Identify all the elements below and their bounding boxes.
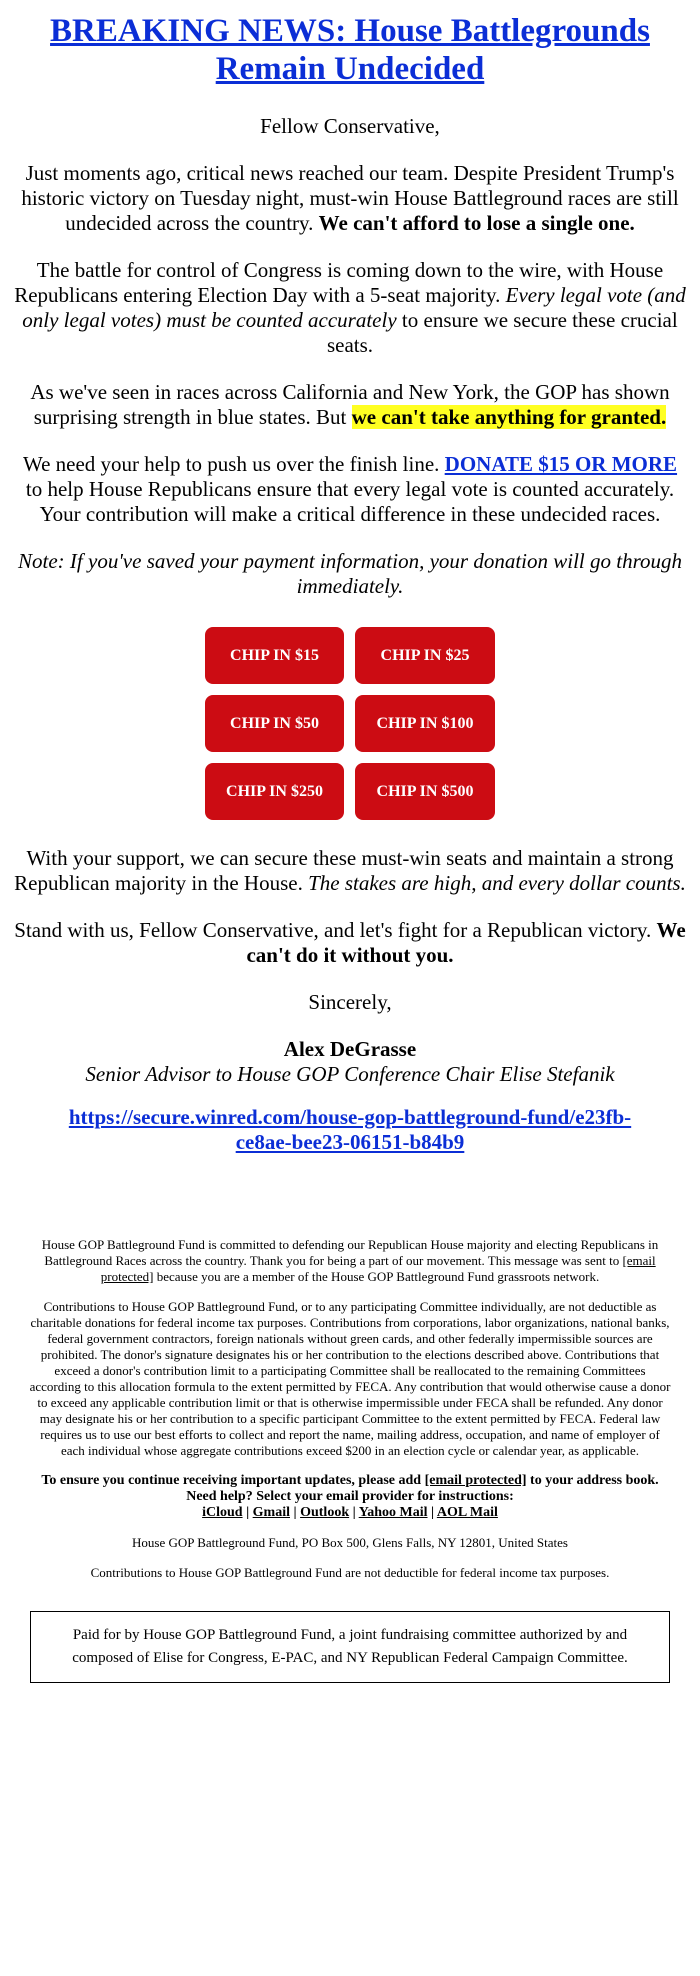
p6-text: Stand with us, Fellow Conservative, and let's fight for a Republican victory. bbox=[14, 918, 657, 942]
outlook-link[interactable]: Outlook bbox=[300, 1505, 350, 1520]
p5-italic: The stakes are high, and every dollar counts. bbox=[308, 871, 686, 895]
donation-url bbox=[14, 1105, 686, 1155]
p2-end: to ensure we secure these crucial seats. bbox=[326, 308, 678, 357]
chip-in-15-button[interactable]: CHIP IN $15 bbox=[205, 627, 344, 684]
note-text: Note: If you've saved your payment information, your donation will go through immediately. bbox=[18, 549, 682, 598]
headline bbox=[14, 12, 686, 88]
footer-text: to your address book. Need help? Select your email provider for instructions: bbox=[186, 1473, 659, 1504]
greeting: Fellow Conservative, bbox=[260, 114, 440, 138]
closing: Sincerely, bbox=[308, 990, 392, 1014]
paragraph-2 bbox=[14, 258, 686, 358]
paragraph-4 bbox=[14, 452, 686, 527]
p1-text: Just moments ago, critical news reached our team. Despite President Trump's historic victory on Tuesday night, must-win House Battleground races are still undecided across the country. bbox=[21, 161, 679, 235]
footer-text: House GOP Battleground Fund is committed to defending our Republican House majority and electing Republicans in Battleground Races across the country. Thank you for being a part of our movement. This message was sent to bbox=[41, 1237, 659, 1268]
donate-link[interactable]: DONATE $15 OR MORE bbox=[444, 452, 678, 476]
signer-name: Alex DeGrasse bbox=[283, 1037, 417, 1061]
email-protected-link[interactable]: [email protected] bbox=[424, 1473, 527, 1488]
yahoo-mail-link[interactable]: Yahoo Mail bbox=[358, 1505, 428, 1520]
separator: | bbox=[427, 1505, 437, 1520]
footer bbox=[14, 1237, 686, 1683]
donation-url-link[interactable]: https://secure.winred.com/house-gop-battleground-fund/e23fb-ce8ae-bee23-06151-b84b9 bbox=[68, 1105, 632, 1154]
separator: | bbox=[242, 1505, 253, 1520]
footer-tax-notice: Contributions to House GOP Battleground Fund are not deductible for federal income tax purposes. bbox=[90, 1565, 610, 1580]
separator: | bbox=[349, 1505, 359, 1520]
signature bbox=[14, 1037, 686, 1087]
gmail-link[interactable]: Gmail bbox=[252, 1505, 290, 1520]
email-body bbox=[14, 12, 686, 1683]
footer-text: To ensure you continue receiving important updates, please add bbox=[41, 1473, 425, 1488]
p2-italic: Every legal vote (and only legal votes) must be counted accurately bbox=[22, 283, 686, 332]
paragraph-3 bbox=[14, 380, 686, 430]
chip-in-250-button[interactable]: CHIP IN $250 bbox=[205, 763, 344, 820]
note bbox=[14, 549, 686, 599]
chip-in-100-button[interactable]: CHIP IN $100 bbox=[355, 695, 495, 752]
p4-text: We need your help to push us over the finish line. bbox=[22, 452, 445, 476]
footer-membership bbox=[28, 1237, 672, 1285]
paragraph-5 bbox=[14, 846, 686, 896]
p3-highlight: we can't take anything for granted. bbox=[351, 405, 667, 429]
paragraph-1 bbox=[14, 161, 686, 236]
footer-text: because you are a member of the House GOP Battleground Fund grassroots network. bbox=[153, 1269, 600, 1284]
p3-text: As we've seen in races across California and New York, the GOP has shown surprising strength in blue states. But bbox=[30, 380, 670, 429]
aol-mail-link[interactable]: AOL Mail bbox=[436, 1505, 498, 1520]
p4-end: to help House Republicans ensure that every legal vote is counted accurately. Your contribution will make a critical difference in these undecided races. bbox=[25, 477, 675, 526]
chip-in-25-button[interactable]: CHIP IN $25 bbox=[355, 627, 495, 684]
p1-bold: We can't afford to lose a single one. bbox=[318, 211, 635, 235]
signer-title: Senior Advisor to House GOP Conference Chair Elise Stefanik bbox=[85, 1062, 615, 1086]
p6-bold: We can't do it without you. bbox=[246, 918, 686, 967]
paragraph-6 bbox=[14, 918, 686, 968]
headline-link[interactable]: BREAKING NEWS: House Battlegrounds Remain Undecided bbox=[50, 13, 650, 87]
footer-address-book bbox=[28, 1473, 672, 1521]
separator: | bbox=[290, 1505, 301, 1520]
chip-in-50-button[interactable]: CHIP IN $50 bbox=[205, 695, 344, 752]
footer-legal: Contributions to House GOP Battleground Fund, or to any participating Committee individually, are not deductible as charitable donations for federal income tax purposes. Contributions from corporations, labor organizations, national banks, federal government contractors, foreign nationals without green cards, and other federally impermissible sources are prohibited. The donor's signature designates his or her contribution to the elections described above. Contributions that exceed a donor's contribution limit to a participating Committee shall be reallocated to the remaining Committees according to this allocation formula to the extent permitted by FECA. Any contribution that would otherwise cause a donor to exceed any applicable contribution limit or that is otherwise impermissible under FECA shall be refunded. Any donor may designate his or her contribution to a specific participant Committee to the extent permitted by FECA. Federal law requires us to use our best efforts to collect and report the name, mailing address, occupation, and name of employer of each individual whose aggregate contributions exceed $200 in an election cycle or calendar year, as applicable. bbox=[29, 1299, 671, 1458]
donation-buttons bbox=[14, 627, 686, 820]
icloud-link[interactable]: iCloud bbox=[202, 1505, 243, 1520]
p5-text: With your support, we can secure these must-win seats and maintain a strong Republican majority in the House. bbox=[14, 846, 674, 895]
footer-address: House GOP Battleground Fund, PO Box 500, Glens Falls, NY 12801, United States bbox=[132, 1535, 568, 1550]
chip-in-500-button[interactable]: CHIP IN $500 bbox=[355, 763, 495, 820]
p2-text: The battle for control of Congress is coming down to the wire, with House Republicans entering Election Day with a 5-seat majority. bbox=[14, 258, 664, 307]
email-protected-link[interactable]: [email protected] bbox=[100, 1253, 656, 1284]
paid-for-disclaimer: Paid for by House GOP Battleground Fund, a joint fundraising committee authorized by and composed of Elise for Congress, E-PAC, and NY Republican Federal Campaign Committee. bbox=[30, 1611, 670, 1683]
